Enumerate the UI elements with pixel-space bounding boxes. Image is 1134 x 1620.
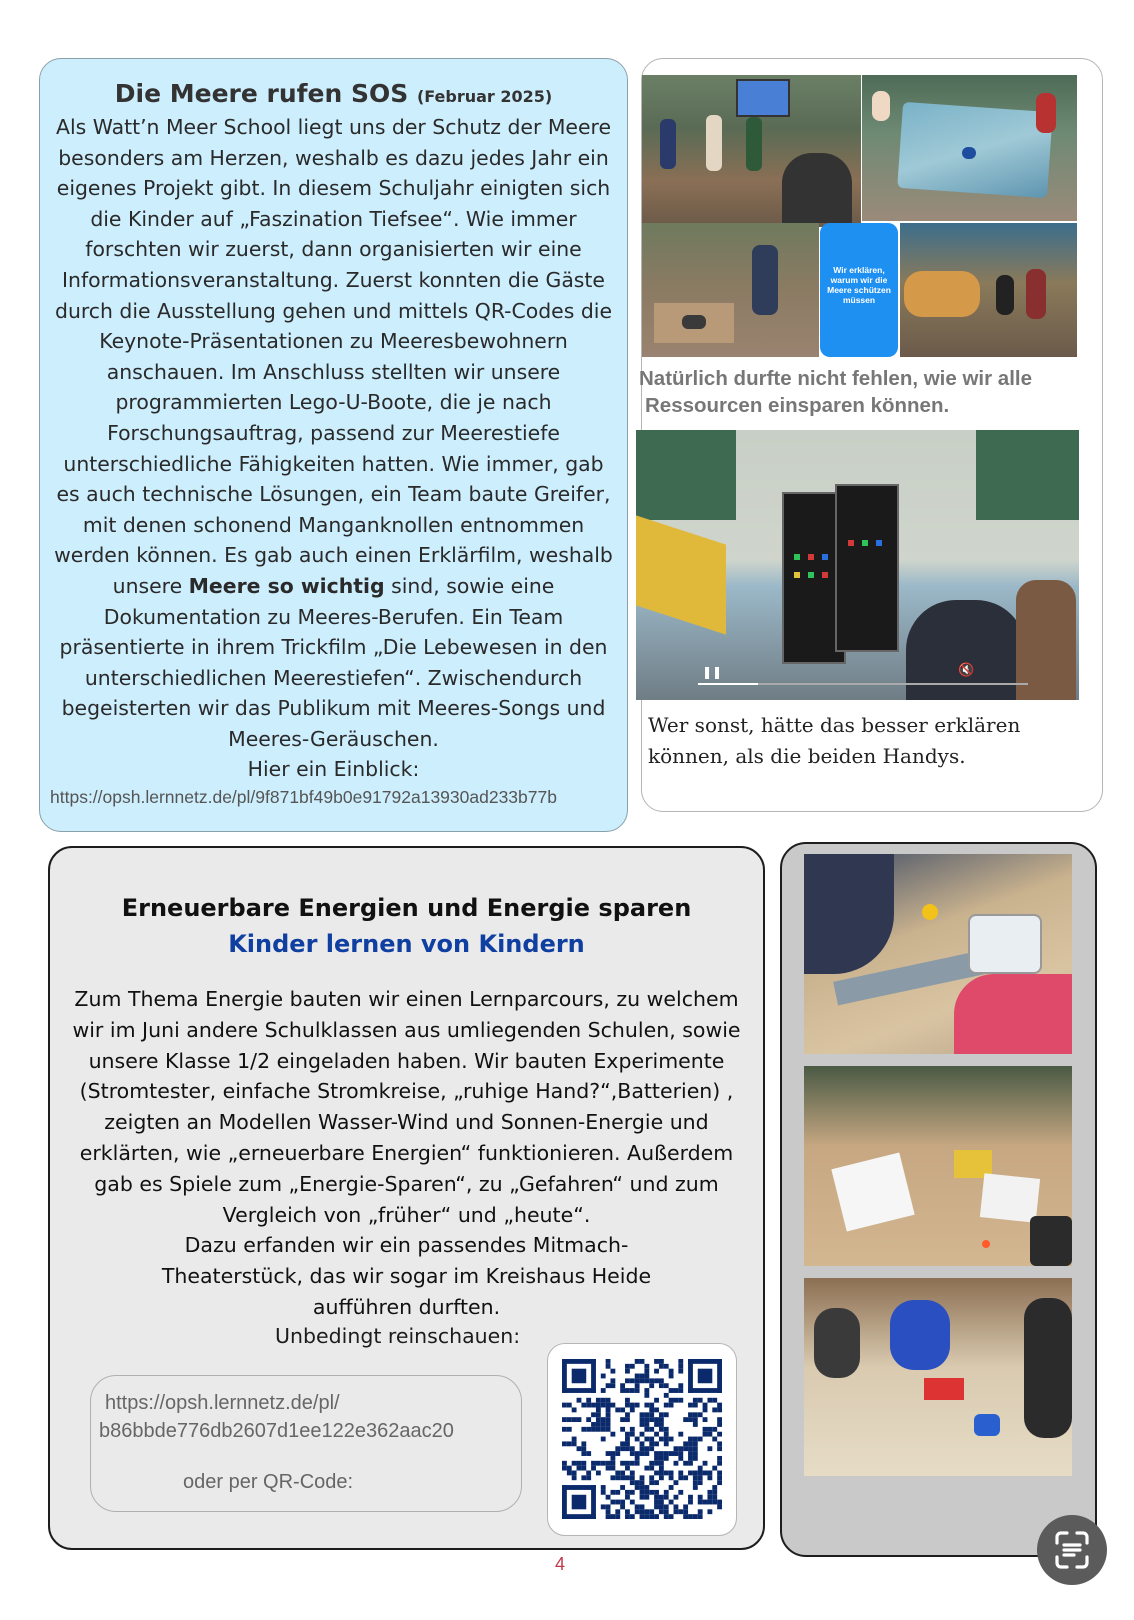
text-scan-button[interactable] (1037, 1515, 1107, 1585)
energie-url-box[interactable] (90, 1375, 522, 1512)
meere-text-1: Als Watt’n Meer School liegt uns der Schutz der Meere besonders am Herzen, weshalb es dazu jedes Jahr ein eigenes Projekt gibt. In diesem Schuljahr einigten sich die Kinder auf „Faszination Tiefsee“. Wie immer forschten wir zuerst, dann organisierten wir eine Informationsveranstaltung. Zuerst konnten die Gäste durch die Ausstellung gehen und mittels QR-Codes die Keynote-Präsentationen zu Meeresbewohnern anschauen. Im Anschluss stellten wir unsere programmierten Lego-U-Boote, die je nach Forschungsauftrag, passend zur Meerestiefe unterschiedliche Fähigkeiten hatten. Wie immer, gab es auch technische Lösungen, ein Team baute Greifer, mit denen schonend Manganknollen entnommen werden können. Es gab auch einen Erklärfilm, weshalb unsere (54, 115, 613, 598)
collage-caption-line-1: Natürlich durfte nicht fehlen, wie wir alle (639, 367, 1032, 390)
qr-code[interactable] (562, 1359, 722, 1519)
energie-body-paragraph-1: Zum Thema Energie bauten wir einen Lernparcours, zu welchem wir im Juni andere Schulklassen aus umliegenden Schulen, sowie unsere Klasse 1/2 eingeladen haben. Wir bauten Experimente (Stromtester, einfache Stromkreise, „ruhige Hand?“,Batterien) , zeigten an Modellen Wasser-Wind und Sonnen-Energie und erklärten, wie „erneuerbare Energien“ funktionieren. Außerdem gab es Spiele zum „Energie-Sparen“, zu „Gefahren“ und zum Vergleich von „früher“ und „heute“. (72, 987, 741, 1227)
sos-photo-whale-banner (862, 75, 1077, 221)
sos-photo-phone-screen (820, 223, 898, 357)
video-caption-line-2: können, als die beiden Handys. (648, 744, 966, 768)
meere-bold-phrase: Meere so wichtig (188, 573, 385, 598)
energie-photo-children-table (804, 1278, 1072, 1476)
energie-subtitle: Kinder lernen von Kindern (228, 930, 585, 958)
energie-cta: Unbedingt reinschauen: (275, 1324, 521, 1348)
meere-einblick: Hier ein Einblick: (247, 757, 420, 782)
page-number: 4 (555, 1554, 566, 1574)
collage-caption-line-2: Ressourcen einsparen können. (645, 394, 950, 417)
energie-photo-water-model (804, 854, 1072, 1054)
meere-title-line (40, 79, 627, 108)
energie-body-paragraph-2: Dazu erfanden wir ein passendes Mitmach-Theaterstück, das wir sogar im Kreishaus Heide aufführen durften. (161, 1233, 652, 1319)
meere-body (50, 112, 617, 785)
phone-screen-text: Wir erklären, warum wir die Meere schützen müssen (827, 265, 891, 305)
sos-photo-presentation (642, 75, 861, 227)
energie-photo-circuit (804, 1066, 1072, 1266)
video-caption-line-1: Wer sonst, hätte das besser erklären (648, 713, 1021, 737)
sos-photo-lego-boats (642, 223, 819, 357)
energie-body (64, 984, 749, 1323)
qr-hint: oder per QR-Code: (183, 1471, 354, 1493)
video-progress-fill (698, 683, 758, 685)
energie-url-line-1[interactable]: https://opsh.lernnetz.de/pl/ (105, 1392, 340, 1414)
energie-url-line-2[interactable]: b86bbde776db2607d1ee122e362aac20 (99, 1420, 454, 1442)
meere-article-box (39, 58, 628, 832)
meere-text-2: sind, sowie eine Dokumentation zu Meeres-Berufen. Ein Team präsentierte in ihrem Trickfilm „Die Lebewesen in den unterschiedlichen Meerestiefen“. Zwischendurch begeisterten wir das Publikum mit Meeres-Songs und Meeres-Geräuschen. (59, 573, 608, 751)
meere-title: Die Meere rufen SOS (114, 79, 409, 108)
energie-article-box (48, 846, 765, 1550)
qr-code-card[interactable] (547, 1343, 737, 1536)
sos-video-frame[interactable] (636, 430, 1079, 700)
meere-date: (Februar 2025) (416, 87, 553, 106)
meere-url-link[interactable]: https://opsh.lernnetz.de/pl/9f871bf49b0e91792a13930ad233b77b (50, 787, 557, 808)
sos-photos-box (641, 58, 1103, 812)
energie-title: Erneuerbare Energien und Energie sparen (121, 894, 692, 922)
text-scan-icon (1037, 1515, 1107, 1585)
pause-icon[interactable]: ❚❚ (702, 665, 723, 679)
mute-icon[interactable]: 🔇 (958, 663, 975, 678)
energie-photo-tablet (780, 842, 1097, 1557)
sos-photo-exhibition (900, 223, 1077, 357)
